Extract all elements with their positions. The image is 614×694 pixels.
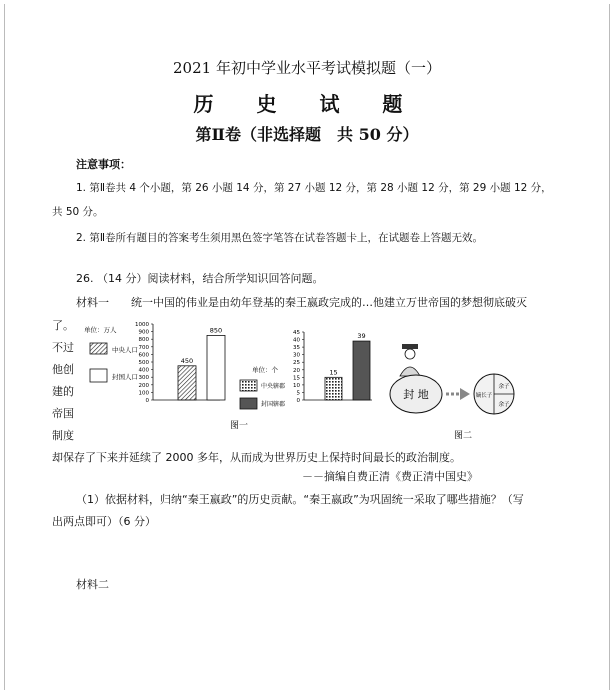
c2-tick-label: 20 [293, 367, 300, 374]
material-1-line-1: 材料一 统一中国的伟业是由幼年登基的秦王嬴政完成的…他建立万世帝国的梦想彻底破灭 [76, 296, 527, 309]
material-2-label: 材料二 [76, 578, 109, 591]
side-text-2: 他创 [52, 363, 74, 376]
arrow-right-icon [446, 388, 470, 400]
chart-1-bar-central-pop [178, 366, 196, 400]
chart-2-bar-fief-commanderies [353, 341, 370, 400]
legend-label-fief-commanderies: 封国辖郡 [261, 401, 286, 408]
c2-tick-label: 40 [293, 337, 300, 344]
side-text-1: 不过 [52, 341, 74, 354]
c2-tick-label: 30 [293, 352, 300, 359]
material-1-line-3: 却保存了下来并延续了 2000 多年，从而成为世界历史上保持时间最长的政治制度。 [52, 451, 461, 464]
legend-swatch-fief-pop [90, 369, 107, 382]
c2-tick-label: 25 [293, 360, 300, 367]
figure-2-caption: 图二 [454, 431, 473, 441]
chart-1-value-label-central: 450 [180, 356, 194, 365]
question-26-stem: 26. （14 分）阅读材料，结合所学知识回答问题。 [76, 272, 324, 285]
emperor-figure-icon [400, 344, 420, 376]
c2-tick-label: 0 [296, 398, 300, 404]
volume-title: 第Ⅱ卷（非选择题 共 50 分） [195, 125, 419, 144]
legend-swatch-fief-commanderies [240, 398, 257, 409]
chart-1-bar-fief-pop [207, 335, 225, 400]
chart-2-bar-central-commanderies [325, 377, 342, 400]
side-text-4: 帝国 [52, 407, 74, 420]
c1-tick-label: 500 [138, 360, 149, 366]
notice-item-2: 2. 第Ⅱ卷所有题目的答案考生须用黑色签字笔答在试卷答题卡上，在试题卷上答题无效。 [76, 232, 484, 244]
legend-swatch-central-pop [90, 343, 107, 354]
chart-2-value-label-fief: 39 [357, 332, 366, 341]
c1-tick-label: 700 [138, 344, 149, 351]
c2-tick-label: 35 [293, 345, 300, 352]
c1-tick-label: 600 [138, 352, 149, 359]
legend-label-central-pop: 中央人口 [112, 346, 138, 354]
legend-label-central-commanderies: 中央辖郡 [261, 383, 286, 390]
c1-tick-label: 300 [138, 375, 149, 382]
material-1-line-2: 了。 [52, 319, 74, 332]
subject-title: 历 史 试 题 [193, 92, 421, 116]
pie-label-eldest-son: 嫡长子 [475, 393, 493, 399]
subquestion-1-line-2: 出两点即可）（6 分） [52, 515, 156, 528]
subquestion-1-line-1: （1）依据材料，归纳“秦王嬴政”的历史贡献。“秦王嬴政”为巩固统一采取了哪些措施？（写 [76, 493, 524, 506]
chart-2-unit-label: 单位：个 [252, 366, 278, 374]
chart-1 [84, 322, 225, 404]
notice-heading: 注意事项： [76, 158, 131, 171]
figures [80, 318, 520, 444]
fief-label: 封 地 [403, 388, 429, 401]
c1-tick-label: 1000 [135, 322, 149, 328]
c2-tick-label: 10 [293, 382, 300, 389]
c1-tick-label: 900 [138, 329, 149, 336]
notice-item-1: 1. 第Ⅱ卷共 4 个小题，第 26 小题 14 分，第 27 小题 12 分，第 28 小题 12 分，第 29 小题 12 分， [76, 182, 552, 194]
c2-tick-label: 45 [293, 330, 300, 336]
c1-tick-label: 800 [138, 337, 149, 344]
chart-2-value-label-central: 15 [329, 368, 338, 377]
figure-1-caption: 图一 [230, 421, 249, 431]
notice-item-1-cont: 共 50 分。 [52, 206, 104, 218]
c1-tick-label: 400 [138, 367, 149, 374]
exam-title: 2021 年初中学业水平考试模拟题（一） [173, 59, 441, 77]
c1-tick-label: 100 [138, 390, 149, 397]
side-text-3: 建的 [52, 385, 74, 398]
legend-swatch-central-commanderies [240, 380, 257, 391]
chart-1-value-label-fief: 850 [209, 326, 223, 335]
c1-tick-label: 0 [145, 398, 149, 404]
chart-2 [240, 330, 372, 409]
legend-label-fief-pop: 封国人口 [112, 373, 138, 381]
pie-label-other-son-1: 余子 [498, 384, 510, 390]
c1-tick-label: 200 [138, 382, 149, 389]
figure-2 [390, 344, 514, 414]
c2-tick-label: 15 [293, 375, 300, 382]
c2-tick-label: 5 [296, 390, 300, 397]
side-text-5: 制度 [52, 429, 74, 442]
chart-1-unit-label: 单位：万人 [84, 326, 117, 334]
material-1-source: －－摘编自费正清《费正清中国史》 [302, 470, 478, 483]
pie-label-other-son-2: 余子 [498, 402, 510, 408]
